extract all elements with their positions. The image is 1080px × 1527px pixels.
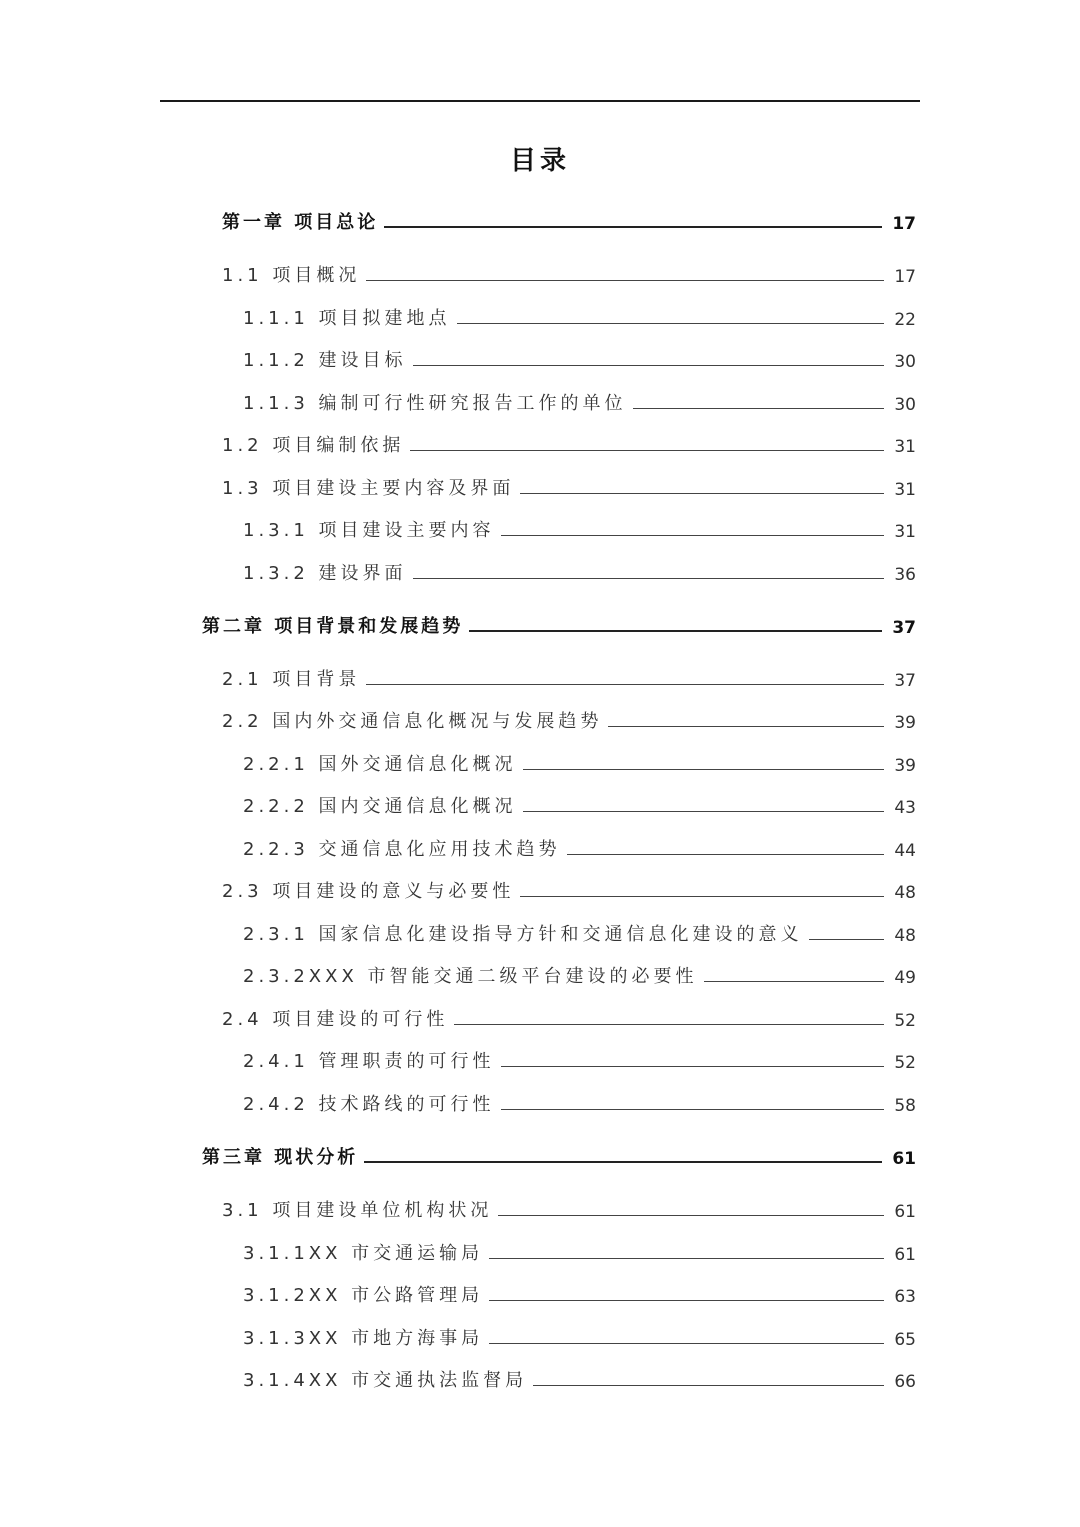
- toc-entry[interactable]: [243, 512, 916, 542]
- toc-leader-line: [523, 811, 885, 812]
- toc-entry-title: 第三章 现状分析: [202, 1147, 359, 1168]
- toc-entry-page: 58: [894, 1096, 916, 1116]
- toc-entry[interactable]: [222, 1192, 916, 1222]
- toc-leader-line: [501, 1109, 885, 1110]
- toc-entry[interactable]: [243, 1043, 916, 1073]
- toc-entry[interactable]: [243, 1277, 916, 1307]
- toc-entry-title: 1.3.2 建设界面: [243, 563, 407, 584]
- toc-entry[interactable]: [222, 427, 916, 457]
- toc-entry[interactable]: [222, 661, 916, 691]
- toc-entry-title: 2.4.2 技术路线的可行性: [243, 1094, 495, 1115]
- toc-entry-page: 30: [894, 395, 916, 415]
- toc-entry-title: 3.1 项目建设单位机构状况: [222, 1200, 493, 1221]
- toc-leader-line: [366, 280, 884, 281]
- toc-entry-title: 2.2.1 国外交通信息化概况: [243, 754, 517, 775]
- toc-entry-page: 30: [894, 352, 916, 372]
- toc-leader-line: [533, 1385, 884, 1386]
- toc-entry[interactable]: [243, 1320, 916, 1350]
- toc-entry-title: 2.4 项目建设的可行性: [222, 1009, 449, 1030]
- toc-leader-line: [410, 450, 884, 451]
- toc-entry-page: 31: [894, 522, 916, 542]
- toc-leader-line: [489, 1258, 884, 1259]
- toc-entry-page: 61: [894, 1202, 916, 1222]
- toc-entry[interactable]: [243, 1086, 916, 1116]
- toc-entry-page: 44: [894, 841, 916, 861]
- toc-entry-title: 2.2.2 国内交通信息化概况: [243, 796, 517, 817]
- toc-entry-page: 52: [894, 1053, 916, 1073]
- toc-entry-page: 31: [894, 437, 916, 457]
- toc-entry[interactable]: [222, 470, 916, 500]
- toc-leader-line: [498, 1215, 884, 1216]
- toc-entry-title: 2.4.1 管理职责的可行性: [243, 1051, 495, 1072]
- toc-entry[interactable]: [202, 1139, 916, 1169]
- toc-entry-page: 48: [894, 883, 916, 903]
- toc-leader-line: [633, 408, 885, 409]
- toc-entry[interactable]: [243, 385, 916, 415]
- toc-entry-page: 63: [894, 1287, 916, 1307]
- toc-entry-title: 1.1.2 建设目标: [243, 350, 407, 371]
- toc-entry-title: 1.3 项目建设主要内容及界面: [222, 478, 515, 499]
- toc-entry-title: 2.2 国内外交通信息化概况与发展趋势: [222, 711, 603, 732]
- toc-entry[interactable]: [243, 958, 916, 988]
- toc-entry-title: 2.2.3 交通信息化应用技术趋势: [243, 839, 561, 860]
- toc-leader-line: [364, 1161, 882, 1163]
- toc-entry-page: 36: [894, 565, 916, 585]
- toc-entry[interactable]: [243, 1235, 916, 1265]
- toc-entry-title: 第二章 项目背景和发展趋势: [202, 616, 464, 637]
- toc-leader-line: [704, 981, 885, 982]
- toc-leader-line: [469, 630, 882, 632]
- toc-leader-line: [501, 1066, 885, 1067]
- toc-leader-line: [520, 896, 884, 897]
- toc-leader-line: [567, 854, 885, 855]
- toc-entry-title: 1.1.1 项目拟建地点: [243, 308, 451, 329]
- toc-leader-line: [809, 939, 885, 940]
- toc-leader-line: [413, 365, 885, 366]
- toc-entry-page: 65: [894, 1330, 916, 1350]
- toc-entry[interactable]: [243, 831, 916, 861]
- toc-entry[interactable]: [243, 555, 916, 585]
- toc-entry[interactable]: [202, 608, 916, 638]
- toc-entry-page: 37: [892, 618, 916, 638]
- toc-leader-line: [608, 726, 884, 727]
- toc-entry[interactable]: [222, 1001, 916, 1031]
- toc-entry[interactable]: [243, 342, 916, 372]
- toc-leader-line: [523, 769, 885, 770]
- toc-entry[interactable]: [243, 916, 916, 946]
- toc-entry-page: 61: [892, 1149, 916, 1169]
- toc-leader-line: [366, 684, 884, 685]
- toc-entry-page: 22: [894, 310, 916, 330]
- toc-entry-page: 39: [894, 756, 916, 776]
- toc-entry-page: 52: [894, 1011, 916, 1031]
- toc-entry[interactable]: [222, 873, 916, 903]
- toc-entry[interactable]: [222, 703, 916, 733]
- toc-entry-title: 1.1.3 编制可行性研究报告工作的单位: [243, 393, 627, 414]
- toc-entry[interactable]: [243, 1362, 916, 1392]
- toc-entry[interactable]: [243, 300, 916, 330]
- toc-leader-line: [457, 323, 885, 324]
- toc-entry-page: 39: [894, 713, 916, 733]
- toc-entry-title: 1.3.1 项目建设主要内容: [243, 520, 495, 541]
- page-title: 目录: [509, 146, 570, 176]
- toc-entry[interactable]: [222, 257, 916, 287]
- toc-entry-title: 2.3.1 国家信息化建设指导方针和交通信息化建设的意义: [243, 924, 803, 945]
- toc-entry-title: 2.1 项目背景: [222, 669, 361, 690]
- toc-leader-line: [413, 578, 885, 579]
- toc-leader-line: [520, 493, 884, 494]
- toc-entry-page: 17: [892, 214, 916, 234]
- toc-entry-title: 2.3 项目建设的意义与必要性: [222, 881, 515, 902]
- toc-entry-title: 1.2 项目编制依据: [222, 435, 405, 456]
- toc-entry-page: 66: [894, 1372, 916, 1392]
- toc-entry-title: 3.1.1XX 市交通运输局: [243, 1243, 484, 1264]
- toc-leader-line: [489, 1300, 884, 1301]
- toc-entry-page: 37: [894, 671, 916, 691]
- toc-entry-title: 1.1 项目概况: [222, 265, 361, 286]
- toc-leader-line: [454, 1024, 884, 1025]
- toc-entry-title: 3.1.2XX 市公路管理局: [243, 1285, 484, 1306]
- toc-entry-page: 43: [894, 798, 916, 818]
- toc-entry[interactable]: [243, 746, 916, 776]
- toc-leader-line: [489, 1343, 884, 1344]
- toc-entry-title: 3.1.3XX 市地方海事局: [243, 1328, 484, 1349]
- toc-entry-title: 2.3.2XXX 市智能交通二级平台建设的必要性: [243, 966, 698, 987]
- toc-entry-page: 61: [894, 1245, 916, 1265]
- toc-entry-title: 第一章 项目总论: [222, 212, 379, 233]
- toc-entry[interactable]: [222, 204, 916, 234]
- toc-leader-line: [501, 535, 885, 536]
- toc-entry-page: 17: [894, 267, 916, 287]
- toc-leader-line: [384, 226, 882, 228]
- toc-entry[interactable]: [243, 788, 916, 818]
- toc-entry-page: 48: [894, 926, 916, 946]
- toc-entry-page: 49: [894, 968, 916, 988]
- toc-entry-page: 31: [894, 480, 916, 500]
- toc-entry-title: 3.1.4XX 市交通执法监督局: [243, 1370, 528, 1391]
